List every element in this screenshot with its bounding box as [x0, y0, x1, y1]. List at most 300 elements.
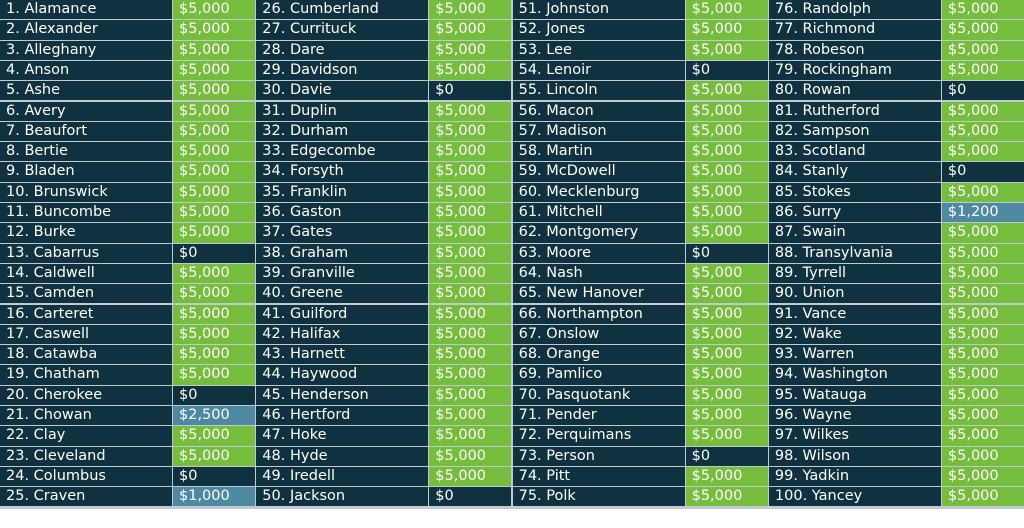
county-name: 76. Randolph	[769, 0, 941, 19]
county-name: 25. Craven	[0, 487, 172, 506]
table-row	[769, 223, 1024, 242]
county-amount: $5,000	[686, 183, 768, 202]
table-row	[513, 20, 768, 39]
table-row	[0, 447, 255, 466]
county-amount: $5,000	[686, 264, 768, 283]
county-amount: $5,000	[686, 406, 768, 425]
table-row	[513, 305, 768, 324]
county-name: 97. Wilkes	[769, 426, 941, 445]
table-row	[513, 41, 768, 60]
county-name: 49. Iredell	[256, 467, 428, 486]
table-row	[256, 142, 511, 161]
table-row	[256, 386, 511, 405]
table-row	[0, 142, 255, 161]
county-name: 42. Halifax	[256, 325, 428, 344]
table-row	[513, 447, 768, 466]
table-row	[256, 223, 511, 242]
county-amount: $5,000	[686, 223, 768, 242]
county-name: 41. Guilford	[256, 305, 428, 324]
table-row	[769, 447, 1024, 466]
table-row	[769, 467, 1024, 486]
county-amount: $5,000	[429, 183, 511, 202]
table-row	[0, 264, 255, 283]
county-amount: $5,000	[942, 264, 1024, 283]
table-row	[256, 81, 511, 100]
county-amount: $0	[686, 244, 768, 263]
county-amount: $5,000	[686, 426, 768, 445]
table-column	[769, 0, 1024, 509]
county-name: 8. Bertie	[0, 142, 172, 161]
county-name: 54. Lenoir	[513, 61, 685, 80]
county-name: 43. Harnett	[256, 345, 428, 364]
table-row	[256, 122, 511, 141]
table-row	[513, 0, 768, 19]
county-amount: $5,000	[429, 244, 511, 263]
county-name: 75. Polk	[513, 487, 685, 506]
table-row	[0, 345, 255, 364]
county-name: 10. Brunswick	[0, 183, 172, 202]
county-name: 9. Bladen	[0, 162, 172, 181]
county-name: 92. Wake	[769, 325, 941, 344]
county-amount: $5,000	[173, 61, 255, 80]
county-amount: $5,000	[686, 20, 768, 39]
county-name: 33. Edgecombe	[256, 142, 428, 161]
county-amount: $5,000	[429, 467, 511, 486]
county-name: 81. Rutherford	[769, 102, 941, 121]
county-name: 56. Macon	[513, 102, 685, 121]
county-name: 50. Jackson	[256, 487, 428, 506]
county-amount: $5,000	[686, 365, 768, 384]
table-row	[769, 61, 1024, 80]
county-name: 11. Buncombe	[0, 203, 172, 222]
county-amount: $0	[686, 61, 768, 80]
county-name: 30. Davie	[256, 81, 428, 100]
county-amount: $5,000	[686, 122, 768, 141]
county-amount: $5,000	[173, 305, 255, 324]
table-row	[513, 264, 768, 283]
county-name: 91. Vance	[769, 305, 941, 324]
county-amount: $5,000	[942, 223, 1024, 242]
table-row	[769, 122, 1024, 141]
county-name: 12. Burke	[0, 223, 172, 242]
table-row	[513, 102, 768, 121]
table-row	[0, 0, 255, 19]
table-row	[769, 264, 1024, 283]
county-amount: $5,000	[686, 81, 768, 100]
county-name: 88. Transylvania	[769, 244, 941, 263]
county-amount: $0	[173, 386, 255, 405]
county-amount: $5,000	[429, 406, 511, 425]
table-row	[256, 203, 511, 222]
table-row	[0, 365, 255, 384]
table-column	[0, 0, 255, 509]
table-row	[513, 142, 768, 161]
county-amount: $5,000	[173, 81, 255, 100]
county-amount: $5,000	[686, 386, 768, 405]
table-row	[256, 284, 511, 303]
county-amount: $5,000	[173, 142, 255, 161]
county-amount: $5,000	[173, 447, 255, 466]
table-row	[0, 81, 255, 100]
table-row	[769, 365, 1024, 384]
table-row	[769, 406, 1024, 425]
table-row	[256, 426, 511, 445]
county-name: 52. Jones	[513, 20, 685, 39]
county-name: 3. Alleghany	[0, 41, 172, 60]
table-row	[769, 487, 1024, 506]
table-row	[0, 20, 255, 39]
county-name: 83. Scotland	[769, 142, 941, 161]
table-row	[513, 345, 768, 364]
table-row	[0, 41, 255, 60]
county-amount: $5,000	[429, 20, 511, 39]
table-row	[256, 244, 511, 263]
county-amount: $5,000	[429, 61, 511, 80]
county-amount: $5,000	[429, 264, 511, 283]
table-row	[0, 102, 255, 121]
table-row	[256, 406, 511, 425]
county-amount: $1,000	[173, 487, 255, 506]
county-amount: $5,000	[686, 41, 768, 60]
county-amount: $0	[429, 81, 511, 100]
county-name: 5. Ashe	[0, 81, 172, 100]
county-name: 93. Warren	[769, 345, 941, 364]
county-name: 48. Hyde	[256, 447, 428, 466]
county-amount: $5,000	[686, 345, 768, 364]
county-name: 85. Stokes	[769, 183, 941, 202]
county-name: 39. Granville	[256, 264, 428, 283]
county-name: 21. Chowan	[0, 406, 172, 425]
county-name: 55. Lincoln	[513, 81, 685, 100]
table-row	[513, 61, 768, 80]
table-row	[256, 305, 511, 324]
county-name: 62. Montgomery	[513, 223, 685, 242]
table-row	[769, 81, 1024, 100]
county-name: 46. Hertford	[256, 406, 428, 425]
county-amount: $5,000	[429, 345, 511, 364]
county-amount: $5,000	[173, 41, 255, 60]
county-amount: $5,000	[429, 0, 511, 19]
table-row	[0, 183, 255, 202]
county-name: 26. Cumberland	[256, 0, 428, 19]
table-row	[256, 102, 511, 121]
county-name: 24. Columbus	[0, 467, 172, 486]
county-amount: $5,000	[173, 365, 255, 384]
county-name: 1. Alamance	[0, 0, 172, 19]
county-name: 19. Chatham	[0, 365, 172, 384]
county-name: 80. Rowan	[769, 81, 941, 100]
table-row	[0, 162, 255, 181]
table-row	[256, 487, 511, 506]
table-row	[513, 244, 768, 263]
county-amount: $5,000	[173, 284, 255, 303]
table-row	[0, 426, 255, 445]
county-name: 4. Anson	[0, 61, 172, 80]
county-amount: $5,000	[173, 345, 255, 364]
county-amount: $5,000	[942, 487, 1024, 506]
county-name: 90. Union	[769, 284, 941, 303]
county-amount: $5,000	[429, 386, 511, 405]
table-row	[256, 264, 511, 283]
county-amount: $5,000	[942, 122, 1024, 141]
table-row	[769, 345, 1024, 364]
table-row	[513, 183, 768, 202]
table-row	[256, 345, 511, 364]
county-name: 67. Onslow	[513, 325, 685, 344]
county-name: 23. Cleveland	[0, 447, 172, 466]
table-row	[769, 20, 1024, 39]
county-amount: $5,000	[686, 0, 768, 19]
county-amount: $5,000	[429, 447, 511, 466]
county-amount: $5,000	[942, 41, 1024, 60]
county-name: 44. Haywood	[256, 365, 428, 384]
county-name: 2. Alexander	[0, 20, 172, 39]
table-row	[769, 325, 1024, 344]
county-amount: $5,000	[942, 284, 1024, 303]
county-amount: $5,000	[173, 0, 255, 19]
county-amount: $5,000	[429, 203, 511, 222]
county-name: 45. Henderson	[256, 386, 428, 405]
county-name: 51. Johnston	[513, 0, 685, 19]
county-amount: $5,000	[686, 162, 768, 181]
county-amount: $5,000	[429, 325, 511, 344]
county-amount: $5,000	[942, 345, 1024, 364]
table-row	[0, 223, 255, 242]
county-name: 47. Hoke	[256, 426, 428, 445]
county-amount: $1,200	[942, 203, 1024, 222]
county-amount: $5,000	[942, 467, 1024, 486]
table-row	[513, 487, 768, 506]
county-amount: $5,000	[429, 102, 511, 121]
county-name: 59. McDowell	[513, 162, 685, 181]
table-row	[769, 203, 1024, 222]
county-name: 58. Martin	[513, 142, 685, 161]
table-row	[0, 325, 255, 344]
county-amount: $5,000	[173, 426, 255, 445]
county-amount: $5,000	[942, 244, 1024, 263]
county-name: 87. Swain	[769, 223, 941, 242]
county-name: 20. Cherokee	[0, 386, 172, 405]
county-amount: $5,000	[173, 20, 255, 39]
county-amount: $5,000	[173, 264, 255, 283]
table-row	[0, 61, 255, 80]
county-name: 68. Orange	[513, 345, 685, 364]
table-row	[256, 467, 511, 486]
county-amount: $5,000	[686, 325, 768, 344]
county-name: 14. Caldwell	[0, 264, 172, 283]
county-name: 63. Moore	[513, 244, 685, 263]
table-row	[256, 447, 511, 466]
county-name: 66. Northampton	[513, 305, 685, 324]
county-amount: $5,000	[942, 386, 1024, 405]
county-amount: $5,000	[429, 223, 511, 242]
table-row	[513, 284, 768, 303]
county-name: 79. Rockingham	[769, 61, 941, 80]
county-name: 95. Watauga	[769, 386, 941, 405]
table-row	[0, 284, 255, 303]
table-row	[0, 487, 255, 506]
county-amount: $5,000	[429, 122, 511, 141]
county-amount: $2,500	[173, 406, 255, 425]
table-row	[256, 162, 511, 181]
county-amount: $5,000	[686, 203, 768, 222]
table-row	[256, 20, 511, 39]
table-row	[0, 467, 255, 486]
table-row	[769, 41, 1024, 60]
table-column	[256, 0, 511, 509]
county-name: 98. Wilson	[769, 447, 941, 466]
county-name: 64. Nash	[513, 264, 685, 283]
table-row	[769, 305, 1024, 324]
county-amount: $5,000	[942, 305, 1024, 324]
table-row	[256, 183, 511, 202]
county-name: 15. Camden	[0, 284, 172, 303]
table-row	[513, 426, 768, 445]
county-name: 34. Forsyth	[256, 162, 428, 181]
county-name: 100. Yancey	[769, 487, 941, 506]
county-name: 53. Lee	[513, 41, 685, 60]
county-amount: $5,000	[942, 183, 1024, 202]
county-name: 6. Avery	[0, 102, 172, 121]
county-name: 69. Pamlico	[513, 365, 685, 384]
county-amount: $5,000	[686, 467, 768, 486]
table-row	[769, 162, 1024, 181]
county-name: 70. Pasquotank	[513, 386, 685, 405]
county-name: 73. Person	[513, 447, 685, 466]
county-amount: $5,000	[173, 183, 255, 202]
county-amount: $5,000	[429, 365, 511, 384]
county-amount: $0	[173, 244, 255, 263]
county-amount: $5,000	[429, 284, 511, 303]
table-row	[513, 162, 768, 181]
county-amount: $5,000	[429, 426, 511, 445]
county-amount: $5,000	[942, 20, 1024, 39]
county-name: 61. Mitchell	[513, 203, 685, 222]
table-row	[256, 325, 511, 344]
county-amount: $5,000	[686, 305, 768, 324]
county-name: 77. Richmond	[769, 20, 941, 39]
county-name: 29. Davidson	[256, 61, 428, 80]
county-name: 86. Surry	[769, 203, 941, 222]
table-row	[0, 406, 255, 425]
county-amount: $5,000	[686, 284, 768, 303]
county-name: 17. Caswell	[0, 325, 172, 344]
table-row	[769, 386, 1024, 405]
table-row	[513, 325, 768, 344]
county-amount: $5,000	[173, 203, 255, 222]
county-amount: $5,000	[686, 487, 768, 506]
county-name: 71. Pender	[513, 406, 685, 425]
county-name: 16. Carteret	[0, 305, 172, 324]
county-name: 32. Durham	[256, 122, 428, 141]
table-row	[513, 386, 768, 405]
county-name: 18. Catawba	[0, 345, 172, 364]
county-amount: $5,000	[173, 325, 255, 344]
county-amount: $5,000	[429, 142, 511, 161]
county-name: 65. New Hanover	[513, 284, 685, 303]
county-amount: $0	[429, 487, 511, 506]
county-amount: $5,000	[429, 305, 511, 324]
table-row	[0, 203, 255, 222]
county-amount: $5,000	[429, 162, 511, 181]
county-amount: $5,000	[942, 102, 1024, 121]
table-row	[513, 203, 768, 222]
county-amount: $5,000	[942, 61, 1024, 80]
county-amount: $0	[942, 162, 1024, 181]
county-name: 96. Wayne	[769, 406, 941, 425]
county-name: 94. Washington	[769, 365, 941, 384]
table-row	[769, 183, 1024, 202]
county-amount: $5,000	[942, 365, 1024, 384]
table-row	[769, 426, 1024, 445]
county-name: 84. Stanly	[769, 162, 941, 181]
county-amount: $5,000	[942, 447, 1024, 466]
county-amount: $5,000	[173, 162, 255, 181]
table-row	[256, 61, 511, 80]
table-row	[0, 244, 255, 263]
table-row	[513, 81, 768, 100]
county-name: 27. Currituck	[256, 20, 428, 39]
table-row	[513, 467, 768, 486]
table-row	[769, 142, 1024, 161]
county-name: 37. Gates	[256, 223, 428, 242]
county-amount: $5,000	[429, 41, 511, 60]
county-name: 7. Beaufort	[0, 122, 172, 141]
table-column	[513, 0, 768, 509]
table-row	[513, 365, 768, 384]
county-amount: $5,000	[942, 0, 1024, 19]
county-amount: $5,000	[686, 102, 768, 121]
county-name: 78. Robeson	[769, 41, 941, 60]
table-row	[769, 102, 1024, 121]
table-row	[513, 223, 768, 242]
county-amount: $0	[942, 81, 1024, 100]
county-amount: $5,000	[173, 102, 255, 121]
table-row	[0, 305, 255, 324]
table-row	[256, 365, 511, 384]
county-amount: $5,000	[173, 223, 255, 242]
county-amount: $5,000	[942, 426, 1024, 445]
county-amount: $5,000	[686, 142, 768, 161]
county-name: 89. Tyrrell	[769, 264, 941, 283]
table-row	[256, 0, 511, 19]
county-name: 13. Cabarrus	[0, 244, 172, 263]
county-name: 60. Mecklenburg	[513, 183, 685, 202]
table-row	[256, 41, 511, 60]
county-name: 38. Graham	[256, 244, 428, 263]
table-row	[0, 122, 255, 141]
table-row	[769, 284, 1024, 303]
county-name: 36. Gaston	[256, 203, 428, 222]
county-amount: $5,000	[942, 325, 1024, 344]
table-row	[0, 386, 255, 405]
county-name: 99. Yadkin	[769, 467, 941, 486]
county-amount: $5,000	[942, 142, 1024, 161]
county-name: 57. Madison	[513, 122, 685, 141]
county-name: 72. Perquimans	[513, 426, 685, 445]
county-name: 82. Sampson	[769, 122, 941, 141]
county-name: 40. Greene	[256, 284, 428, 303]
county-name: 74. Pitt	[513, 467, 685, 486]
table-row	[769, 244, 1024, 263]
county-amount: $0	[686, 447, 768, 466]
table-row	[513, 406, 768, 425]
county-name: 28. Dare	[256, 41, 428, 60]
table-row	[769, 0, 1024, 19]
county-name: 22. Clay	[0, 426, 172, 445]
county-name: 35. Franklin	[256, 183, 428, 202]
table-row	[513, 122, 768, 141]
